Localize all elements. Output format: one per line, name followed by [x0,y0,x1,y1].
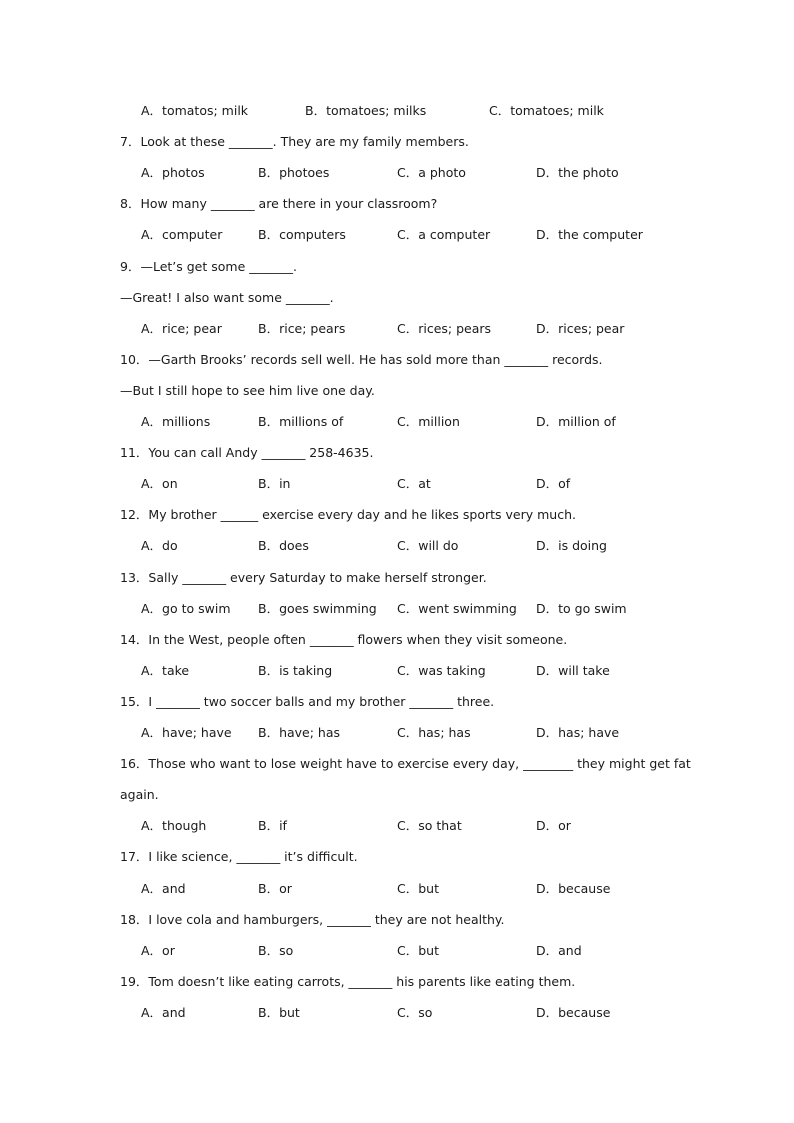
answer-option: C．a computer [397,227,491,243]
answer-option: B．computers [258,227,346,243]
question-line: 17．I like science, _______ it’s difficult. [120,849,358,865]
answer-option: C．went swimming [397,600,517,616]
answer-option: A．on [141,476,178,492]
question-line: again. [120,787,159,803]
answer-option: B．photoes [258,165,330,181]
answer-option: C．has; has [397,725,471,740]
answer-option: A．and [141,880,186,896]
answer-option: B．have; has [258,725,341,740]
answer-option: C．rices; pears [397,320,492,336]
answer-option: D．because [536,1004,611,1020]
answer-option: B．but [258,1004,300,1020]
question-line: 16．Those who want to lose weight have to exercise every day, ________ they might get fat [120,756,691,772]
answer-option: A．computer [141,227,223,243]
answer-option: D．the computer [536,227,643,243]
answer-option: A．tomatos; milk [141,103,249,118]
answer-option: C．will do [397,538,459,554]
answer-option: D．and [536,942,582,958]
answer-option: D．because [536,880,611,896]
answer-option: B．in [258,476,291,492]
answer-option: C．so that [397,818,462,834]
answer-option: D．or [536,818,571,834]
answer-option: A．rice; pear [141,320,222,336]
answer-option: D．of [536,476,571,492]
answer-option: A．though [141,818,207,834]
question-line: 11．You can call Andy _______ 258-4635. [120,445,374,461]
answer-option: C．was taking [397,662,486,678]
answer-option: C．million [397,414,460,429]
answer-option: D．the photo [536,165,619,181]
question-line: 12．My brother ______ exercise every day and he likes sports very much. [120,507,576,523]
question-line: —But I still hope to see him live one day. [120,382,375,398]
answer-option: C．a photo [397,165,466,181]
answer-option: C．at [397,476,431,492]
question-line: 13．Sally _______ every Saturday to make herself stronger. [120,569,487,585]
answer-option: A．or [141,942,175,958]
question-line: 10．—Garth Brooks’ records sell well. He has sold more than _______ records. [120,351,603,367]
answer-option: B．or [258,880,292,896]
answer-option: A．have; have [141,725,232,740]
answer-option: C．so [397,1004,433,1020]
answer-option: B．is taking [258,662,333,678]
answer-option: B．goes swimming [258,600,377,616]
answer-option: B．millions of [258,414,344,429]
question-line: 7．Look at these _______. They are my family members. [120,134,469,150]
answer-option: D．is doing [536,538,607,554]
answer-option: B．tomatoes; milks [305,103,427,118]
answer-option: A．do [141,538,178,554]
answer-option: B．rice; pears [258,320,346,336]
answer-option: D．has; have [536,725,620,740]
answer-option: A．photos [141,165,205,181]
answer-option: A．take [141,662,190,678]
answer-option: B．if [258,818,287,834]
question-line: 15．I _______ two soccer balls and my brother _______ three. [120,693,495,709]
answer-option: B．does [258,538,309,554]
answer-option: D．rices; pear [536,320,625,336]
question-line: 9．—Let’s get some _______. [120,258,297,274]
answer-option: B．so [258,942,294,958]
question-line: 19．Tom doesn’t like eating carrots, _______ his parents like eating them. [120,973,576,989]
question-line: —Great! I also want some _______. [120,289,334,305]
answer-option: C．tomatoes; milk [489,103,604,118]
question-line: 18．I love cola and hamburgers, _______ they are not healthy. [120,911,505,927]
answer-option: D．million of [536,414,616,429]
question-line: 8．How many _______ are there in your classroom? [120,196,438,212]
answer-option: D．will take [536,662,610,678]
question-line: 14．In the West, people often _______ flowers when they visit someone. [120,631,568,647]
answer-option: C．but [397,880,439,896]
answer-option: A．millions [141,414,211,429]
answer-option: A．and [141,1004,186,1020]
answer-option: C．but [397,942,439,958]
answer-option: D．to go swim [536,600,627,616]
answer-option: A．go to swim [141,600,231,616]
